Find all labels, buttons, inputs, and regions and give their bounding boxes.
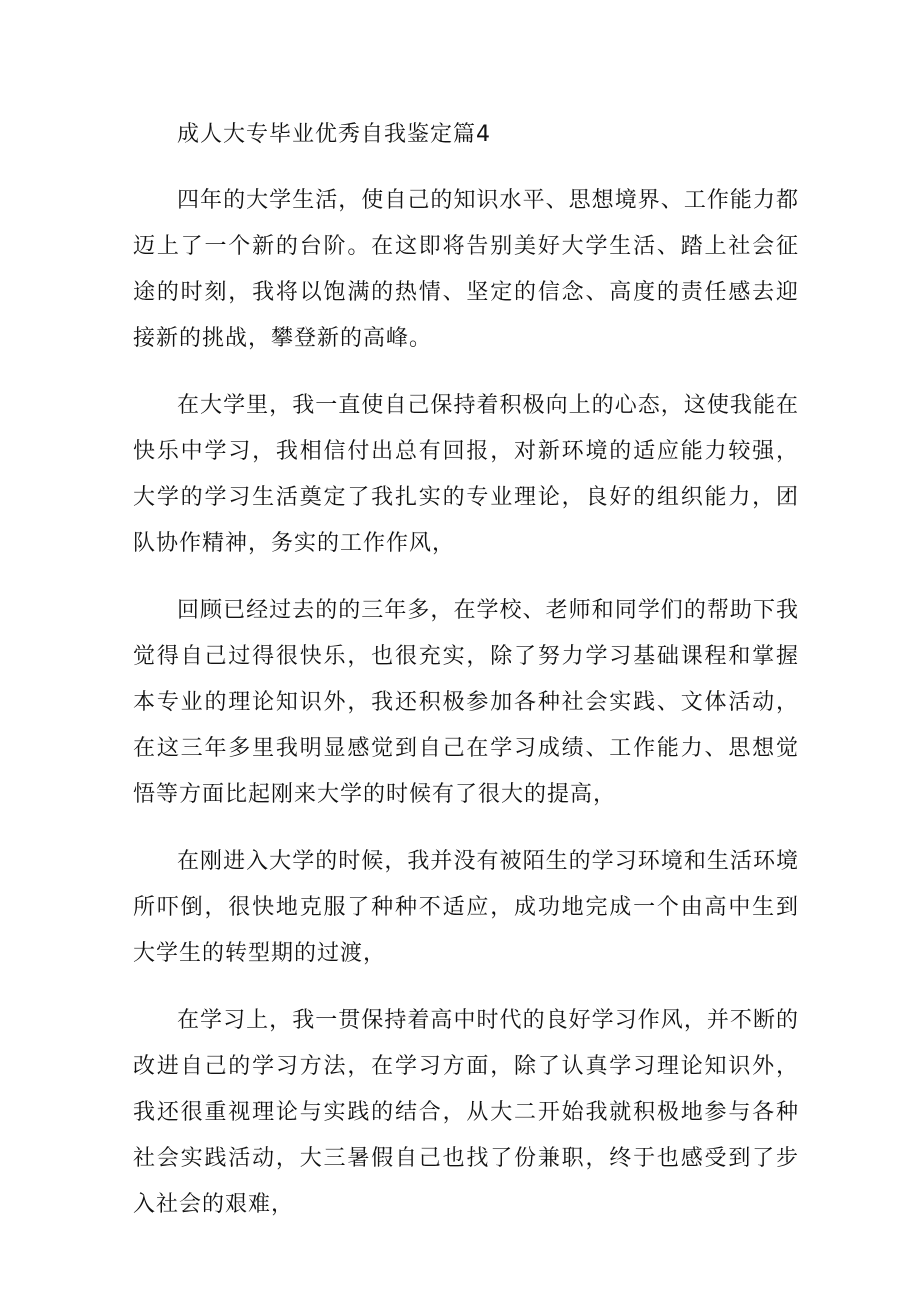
paragraph-1: 四年的大学生活，使自己的知识水平、思想境界、工作能力都迈上了一个新的台阶。在这即将告别美好大学生活、踏上社会征途的时刻，我将以饱满的热情、坚定的信念、高度的责任感去迎接新的挑战，攀登新的高峰。	[133, 188, 799, 351]
document-body	[133, 113, 799, 1228]
paragraph-3: 回顾已经过去的的三年多，在学校、老师和同学们的帮助下我觉得自己过得很快乐，也很充实，除了努力学习基础课程和掌握本专业的理论知识外，我还积极参加各种社会实践、文体活动，在这三年多里我明显感觉到自己在学习成绩、工作能力、思想觉悟等方面比起刚来大学的时候有了很大的提高，	[133, 598, 799, 807]
paragraph-4: 在刚进入大学的时候，我并没有被陌生的学习环境和生活环境所吓倒，很快地克服了种种不适应，成功地完成一个由高中生到大学生的转型期的过渡，	[133, 849, 799, 966]
paragraph-2: 在大学里，我一直使自己保持着积极向上的心态，这使我能在快乐中学习，我相信付出总有回报，对新环境的适应能力较强，大学的学习生活奠定了我扎实的专业理论，良好的组织能力，团队协作精神，务实的工作作风，	[133, 393, 799, 556]
document-title: 成人大专毕业优秀自我鉴定篇4	[177, 122, 491, 147]
paragraph-5: 在学习上，我一贯保持着高中时代的良好学习作风，并不断的改进自己的学习方法，在学习方面，除了认真学习理论知识外，我还很重视理论与实践的结合，从大二开始我就积极地参与各种社会实践活动，大三暑假自己也找了份兼职，终于也感受到了步入社会的艰难，	[133, 1008, 799, 1217]
